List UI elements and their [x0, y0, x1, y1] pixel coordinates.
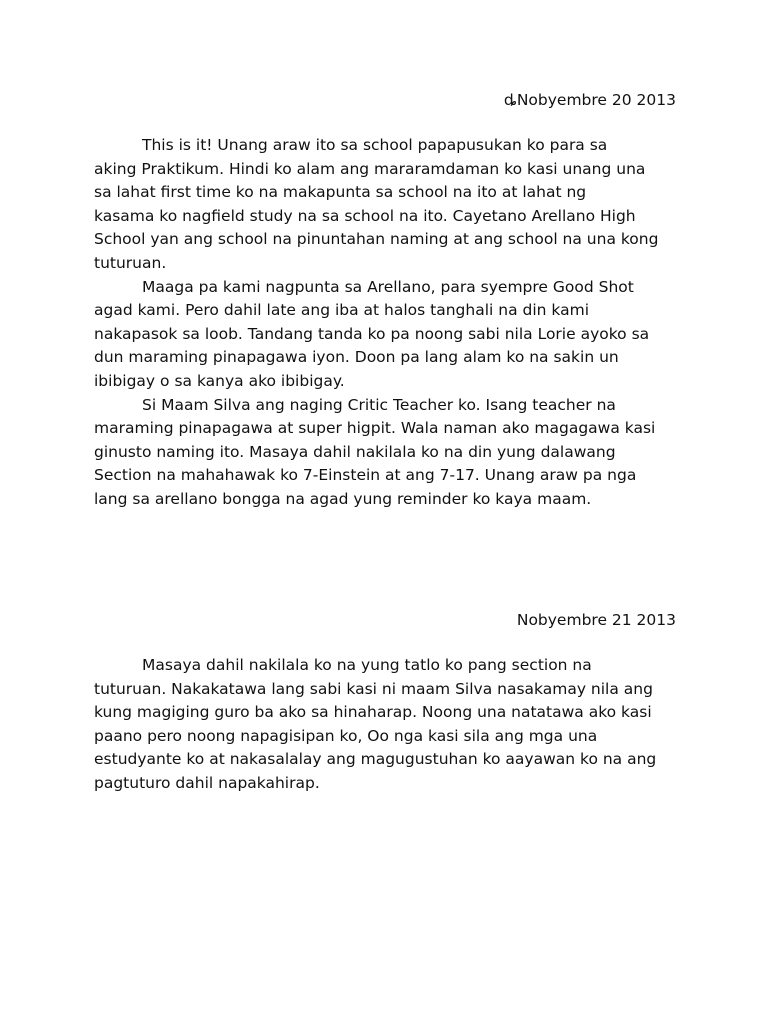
journal-entry-2 [94, 608, 678, 796]
text-line: sa lahat first time ko na makapunta sa school na ito at lahat ng [94, 183, 587, 202]
text-line: tuturuan. [94, 253, 167, 272]
text-line: This is it! Unang araw ito sa school papapusukan ko para sa [142, 136, 608, 154]
text-line: dun maraming pinapagawa iyon. Doon pa lang alam ko na sakin un [94, 348, 619, 367]
text-line: paano pero noong napagisipan ko, Oo nga kasi sila ang mga una [94, 726, 598, 745]
text-line: nakapasok sa loob. Tandang tanda ko pa noong sabi nila Lorie ayoko sa [94, 324, 650, 343]
text-line: School yan ang school na pinuntahan naming at ang school na una kong [94, 230, 659, 249]
text-line: Masaya dahil nakilala ko na yung tatlo ko pang section na [142, 656, 592, 674]
entry-date: ȡNobyembre 20 2013 [503, 91, 676, 109]
entry-paragraph [94, 394, 678, 512]
entry-paragraph [94, 654, 678, 796]
text-line: Maaga pa kami nagpunta sa Arellano, para syempre Good Shot [142, 277, 634, 296]
text-line: lang sa arellano bongga na agad yung reminder ko kaya maam. [94, 489, 592, 508]
text-line: ginusto naming ito. Masaya dahil nakilala ko na din yung dalawang [94, 442, 616, 461]
journal-entry-1 [94, 88, 678, 512]
text-line: estudyante ko at nakasalalay ang magugustuhan ko aayawan ko na ang [94, 750, 657, 769]
entry-paragraph [94, 276, 678, 394]
text-line: tuturuan. Nakakatawa lang sabi kasi ni maam Silva nasakamay nila ang [94, 679, 653, 698]
text-line: agad kami. Pero dahil late ang iba at halos tanghali na din kami [94, 301, 590, 320]
text-line: pagtuturo dahil napakahirap. [94, 773, 320, 792]
text-line: kung magiging guro ba ako sa hinaharap. Noong una natatawa ako kasi [94, 703, 652, 722]
text-line: maraming pinapagawa at super higpit. Wala naman ako magagawa kasi [94, 419, 656, 438]
text-line: kasama ko nagfield study na sa school na ito. Cayetano Arellano High [94, 206, 636, 225]
text-line: Section na mahahawak ko 7-Einstein at ang 7-17. Unang araw pa nga [94, 466, 637, 485]
entry-paragraph [94, 134, 678, 276]
entry-date: Nobyembre 21 2013 [516, 611, 676, 629]
text-line: Si Maam Silva ang naging Critic Teacher ko. Isang teacher na [142, 395, 616, 414]
text-line: aking Praktikum. Hindi ko alam ang mararamdaman ko kasi unang una [94, 159, 646, 178]
text-line: ibibigay o sa kanya ako ibibigay. [94, 371, 345, 390]
